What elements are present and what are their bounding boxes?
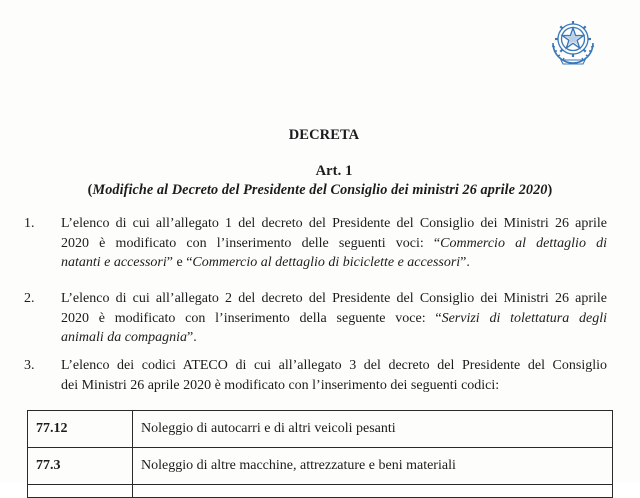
text-run: ”. (187, 330, 197, 345)
paragraph-line: L’elenco di cui all’allegato 1 del decreto del Presidente del Consiglio dei Ministri 26 aprile (61, 216, 607, 231)
article-subtitle (0, 182, 640, 199)
paragraph-line: dei Ministri 26 aprile 2020 è modificato con l’inserimento dei seguenti codici: (61, 377, 500, 393)
ateco-description: Noleggio di altre macchine, attrezzature e beni materiali (133, 448, 613, 485)
paragraph-text (61, 289, 607, 348)
text-run: 2020 è modificato con l’inserimento della seguente voce: “ (61, 310, 442, 326)
paragraph-line (61, 328, 607, 348)
paragraph-line (61, 253, 607, 273)
text-run: ” e “ (166, 255, 193, 270)
italic-text-run: Commercio al dettaglio di biciclette e accessori (192, 255, 461, 270)
paragraph-line (61, 234, 607, 254)
article-subtitle-text: Modifiche al Decreto del Presidente del Consiglio dei ministri 26 aprile 2020 (92, 182, 548, 198)
table-row-cut-off (28, 485, 613, 498)
ateco-description: Noleggio di autocarri e di altri veicoli pesanti (133, 411, 613, 448)
italic-text-run: natanti e accessori (61, 255, 167, 270)
article-number: Art. 1 (315, 163, 353, 179)
subtitle-close-paren: ) (547, 182, 553, 198)
ateco-code-empty (28, 485, 133, 498)
paragraph-number: 3. (24, 358, 35, 373)
ateco-code: 77.3 (28, 448, 133, 485)
table-row (28, 411, 613, 448)
italic-text-run: Commercio al dettaglio di (440, 235, 607, 251)
paragraph-number: 1. (24, 216, 35, 231)
paragraph-number: 2. (24, 291, 35, 306)
paragraph-line: L’elenco di cui all’allegato 2 del decreto del Presidente del Consiglio dei Ministri 26 aprile (61, 291, 607, 306)
paragraph-text (61, 356, 607, 395)
text-run: 2020 è modificato con l’inserimento delle seguenti voci: “ (61, 235, 441, 251)
paragraph-line (61, 309, 607, 329)
italic-text-run: Servizi di tolettatura degli (441, 310, 607, 326)
table-row (28, 448, 613, 485)
decree-heading: DECRETA (288, 127, 360, 143)
ateco-description-empty (133, 485, 613, 498)
subtitle-open-paren: ( (87, 182, 93, 198)
paragraph-text (61, 214, 607, 273)
ateco-code: 77.12 (28, 411, 133, 448)
italic-text-run: animali da compagnia (61, 330, 187, 345)
italian-republic-emblem-icon (547, 13, 599, 67)
ateco-codes-table (27, 410, 613, 498)
paragraph-line: L’elenco dei codici ATECO di cui all’allegato 3 del decreto del Presidente del Consiglio (61, 358, 607, 373)
text-run: ”. (460, 255, 470, 270)
